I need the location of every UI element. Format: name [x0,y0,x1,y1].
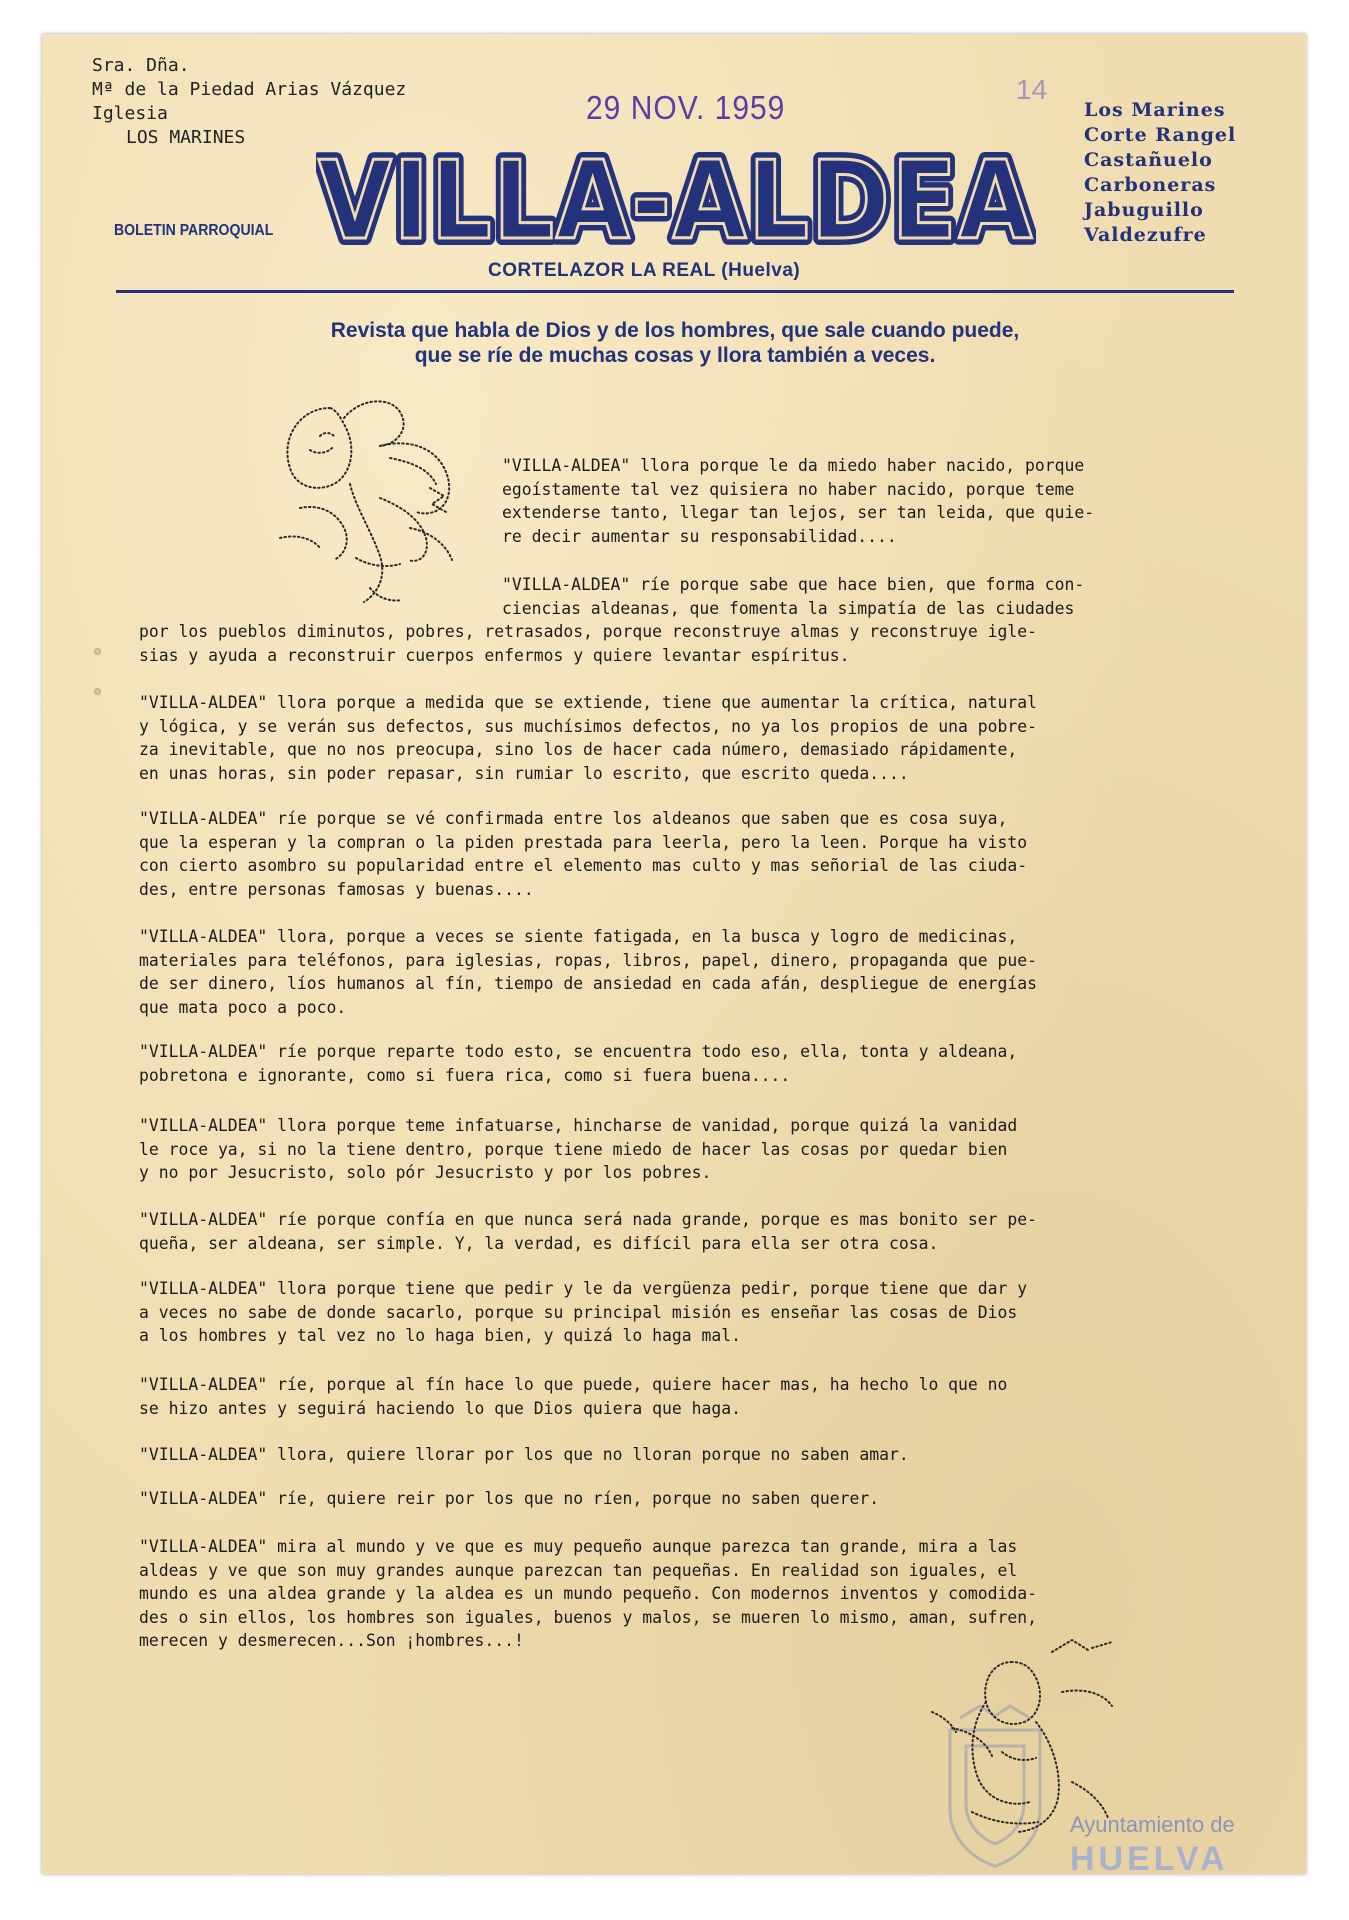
text-line: aldeas y ve que son muy grandes aunque parezcan tan pequeñas. En realidad son iguales, el [139,1560,1018,1580]
text-line: "VILLA-ALDEA" llora porque teme infatuarse, hincharse de vanidad, porque quizá la vanidad [139,1116,1018,1135]
paragraph [139,1277,1201,1348]
villages-list [1084,98,1236,248]
address-line: Sra. Dña. [92,55,190,76]
text-line: egoístamente tal vez quisiera no haber nacido, porque teme [502,479,1075,499]
text-line: des o sin ellos, los hombres son iguales, buenos y malos, se mueren lo mismo, aman, sufren, [139,1607,1037,1627]
paragraph [139,620,1201,667]
text-line: que mata poco a poco. [139,997,347,1017]
masthead-title-outline: VILLA-ALDEA [318,142,1034,254]
text-line: "VILLA-ALDEA" llora, porque a veces se siente fatigada, en la busca y logro de medicinas, [139,927,1018,946]
paragraph [139,1487,1201,1511]
address-line: Iglesia [92,103,168,124]
boletin-label: BOLETIN PARROQUIAL [114,222,274,239]
paragraph [139,1443,1201,1467]
paragraph [139,1114,1201,1185]
text-line: merecen y desmerecen...Son ¡hombres...! [139,1631,524,1650]
paragraph [139,691,1201,785]
text-line: extenderse tanto, llegar tan lejos, ser tan leida, que quie- [502,503,1095,522]
paragraph [139,1373,1201,1420]
watermark-text: HUELVA [1070,1840,1229,1878]
address-line: LOS MARINES [126,127,246,148]
text-line: "VILLA-ALDEA" ríe porque sabe que hace bien, que forma con- [502,575,1085,594]
motto-line: que se ríe de muchas cosas y llora también a veces. [414,344,936,367]
text-line: des, entre personas famosas y buenas.... [139,879,534,899]
village-name: Jabuguillo [1084,199,1204,221]
paragraph [139,1208,1201,1255]
punch-hole [94,648,101,655]
punch-hole [94,688,101,695]
text-line: mundo es una aldea grande y la aldea es un mundo pequeño. Con modernos inventos y comodida- [139,1584,1037,1603]
paragraph [139,925,1201,1019]
text-line: "VILLA-ALDEA" ríe porque reparte todo esto, se encuentra todo eso, ella, tonta y aldeana, [139,1042,1018,1061]
text-line: "VILLA-ALDEA" llora porque tiene que pedir y le da vergüenza pedir, porque tiene que dar y [139,1279,1028,1298]
text-line: con cierto asombro su popularidad entre el elemento mas culto y mas señorial de las ciuda- [139,856,1028,875]
text-line: ciencias aldeanas, que fomenta la simpatía de las ciudades [502,598,1075,618]
text-line: se hizo antes y seguirá haciendo lo que Dios quiera que haga. [139,1398,741,1418]
text-line: pobretona e ignorante, como si fuera rica, como si fuera buena.... [139,1065,791,1085]
text-line: que la esperan y la compran o la piden prestada para leerla, pero la leen. Porque ha visto [139,832,1028,852]
text-line: sias y ayuda a reconstruir cuerpos enfermos y quiere levantar espíritus. [139,645,850,665]
watermark-text: Ayuntamiento de [1070,1812,1235,1837]
village-name: Corte Rangel [1084,124,1237,146]
text-line: "VILLA-ALDEA" llora porque le da miedo haber nacido, porque [502,456,1085,475]
paragraph [139,1040,1201,1087]
text-line: "VILLA-ALDEA" mira al mundo y ve que es muy pequeño aunque parezca tan grande, mira a las [139,1537,1018,1556]
village-name: Castañuelo [1084,149,1213,171]
paragraph [502,573,1202,620]
recipient-address [92,54,406,150]
text-line: en unas horas, sin poder repasar, sin rumiar lo escrito, que escrito queda.... [139,763,909,783]
motto-line: Revista que habla de Dios y de los hombres, que sale cuando puede, [330,319,1020,342]
text-line: queña, ser aldeana, ser simple. Y, la verdad, es difícil para ella ser otra cosa. [139,1233,939,1253]
masthead-subtitle: CORTELAZOR LA REAL (Huelva) [488,260,801,281]
text-line: y no por Jesucristo, solo pór Jesucristo y por los pobres. [139,1163,712,1182]
text-line: "VILLA-ALDEA" ríe porque confía en que nunca será nada grande, porque es mas bonito ser pe- [139,1210,1037,1229]
motto [116,318,1234,368]
text-line: re decir aumentar su responsabilidad.... [502,526,897,546]
text-line: materiales para teléfonos, para iglesias, ropas, libros, papel, dinero, propaganda que pue- [139,950,1037,970]
village-name: Carboneras [1084,174,1217,196]
text-line: por los pueblos diminutos, pobres, retrasados, porque reconstruye almas y reconstruye igle- [139,622,1037,641]
page-number: 14 [1016,74,1048,105]
date-stamp: 29 NOV. 1959 [586,90,786,127]
text-line: le roce ya, si no la tiene dentro, porque tiene miedo de hacer las cosas por quedar bien [139,1139,1008,1159]
paragraph [502,454,1202,548]
text-line: za inevitable, que no nos preocupa, sino los de hacer cada número, demasiado rápidamente, [139,740,1018,759]
text-line: "VILLA-ALDEA" llora porque a medida que se extiende, tiene que aumentar la crítica, natural [139,693,1037,712]
masthead-title [316,142,1036,254]
text-line: "VILLA-ALDEA" ríe porque se vé confirmada entre los aldeanos que saben que es cosa suya, [139,809,1008,828]
text-line: a veces no sabe de donde sacarlo, porque su principal misión es enseñar las cosas de Dios [139,1302,1018,1322]
monk-illustration [912,1632,1132,1842]
village-name: Valdezufre [1084,224,1207,246]
header-divider [116,290,1234,293]
text-line: "VILLA-ALDEA" ríe, porque al fín hace lo que puede, quiere hacer mas, ha hecho lo que no [139,1375,1008,1394]
text-line: de ser dinero, líos humanos al fín, tiempo de ansiedad en cada afán, despliegue de energías [139,974,1037,993]
text-line: "VILLA-ALDEA" llora, quiere llorar por los que no lloran porque no saben amar. [139,1445,909,1464]
text-line: a los hombres y tal vez no lo haga bien, y quizá lo haga mal. [139,1326,741,1345]
village-name: Los Marines [1084,99,1226,121]
text-line: "VILLA-ALDEA" ríe, quiere reir por los que no ríen, porque no saben querer. [139,1489,880,1508]
paragraph [139,807,1201,901]
masthead-title-fill: VILLA-ALDEA [318,142,1034,254]
angel-illustration [260,388,490,618]
text-line: y lógica, y se verán sus defectos, sus muchísimos defectos, no ya los propios de una pobre- [139,716,1037,736]
address-line: Mª de la Piedad Arias Vázquez [92,79,407,100]
